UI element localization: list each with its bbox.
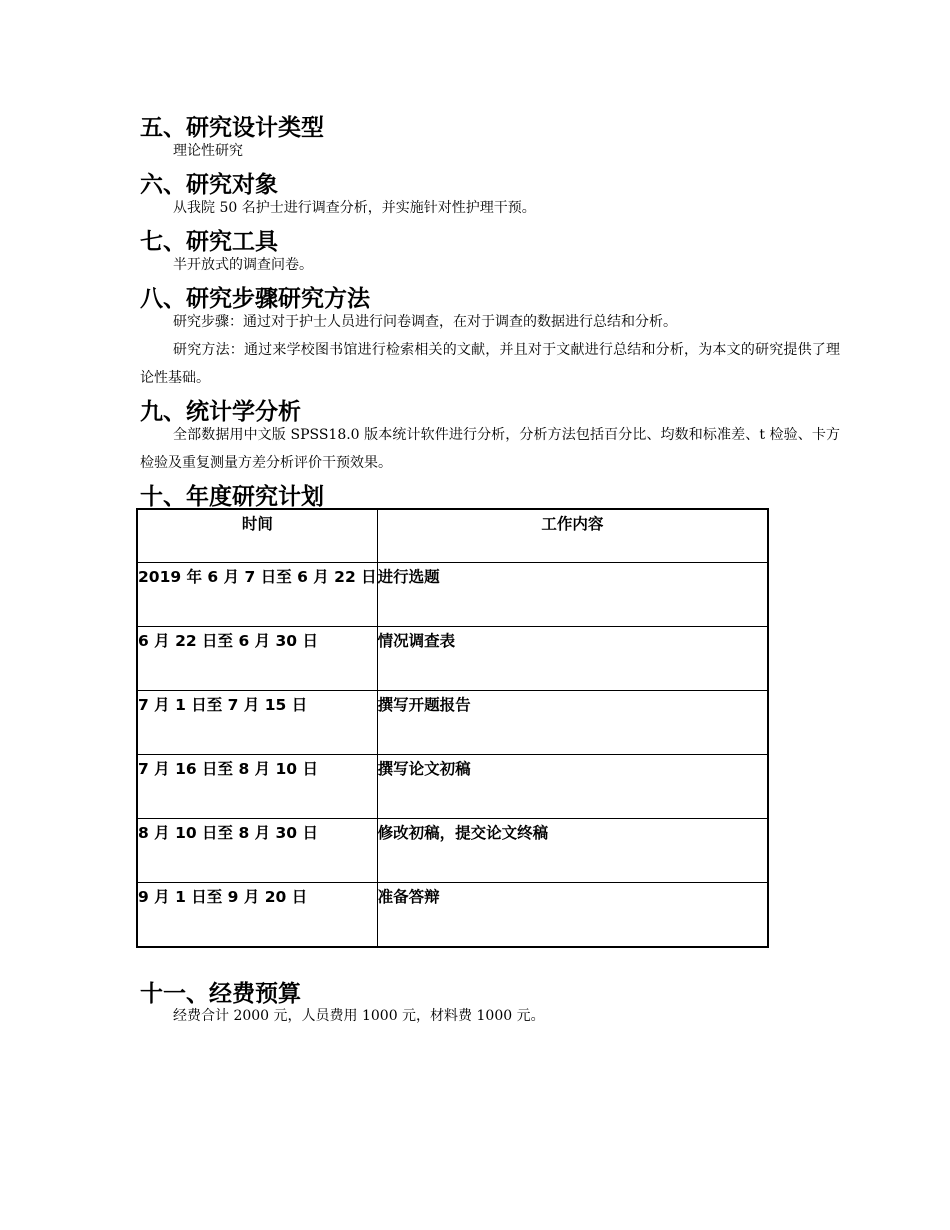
table-cell-work: 撰写论文初稿 bbox=[377, 755, 768, 819]
column-header-time: 时间 bbox=[137, 509, 377, 563]
section-body-research-methods: 研究方法：通过来学校图书馆进行检索相关的文献，并且对于文献进行总结和分析，为本文的研究提供了理论性基础。 bbox=[140, 342, 840, 386]
section-heading-research-subjects: 六、研究对象 bbox=[140, 171, 278, 198]
table-cell-work: 进行选题 bbox=[377, 563, 768, 627]
table-row bbox=[137, 819, 768, 883]
section-body-research-tools: 半开放式的调查问卷。 bbox=[173, 257, 313, 273]
table-cell-work: 情况调查表 bbox=[377, 627, 768, 691]
table-cell-work: 准备答辩 bbox=[377, 883, 768, 948]
table-row bbox=[137, 755, 768, 819]
section-heading-statistical-analysis: 九、统计学分析 bbox=[140, 398, 301, 425]
table-cell-time: 9 月 1 日至 9 月 20 日 bbox=[137, 883, 377, 948]
section-body-design-type: 理论性研究 bbox=[173, 143, 243, 159]
annual-plan-table bbox=[136, 508, 769, 948]
table-row bbox=[137, 883, 768, 948]
table-cell-time: 6 月 22 日至 6 月 30 日 bbox=[137, 627, 377, 691]
section-body-research-subjects: 从我院 50 名护士进行调查分析，并实施针对性护理干预。 bbox=[173, 200, 536, 216]
table-header-row bbox=[137, 509, 768, 563]
column-header-work-content: 工作内容 bbox=[377, 509, 768, 563]
section-heading-budget: 十一、经费预算 bbox=[140, 980, 301, 1007]
table-cell-time: 7 月 1 日至 7 月 15 日 bbox=[137, 691, 377, 755]
table-cell-time: 2019 年 6 月 7 日至 6 月 22 日 bbox=[137, 563, 377, 627]
section-body-budget: 经费合计 2000 元，人员费用 1000 元，材料费 1000 元。 bbox=[173, 1008, 545, 1024]
section-heading-research-tools: 七、研究工具 bbox=[140, 228, 278, 255]
section-heading-design-type: 五、研究设计类型 bbox=[140, 114, 324, 141]
section-heading-research-steps-methods: 八、研究步骤研究方法 bbox=[140, 285, 370, 312]
table-cell-work: 修改初稿，提交论文终稿 bbox=[377, 819, 768, 883]
table-cell-work: 撰写开题报告 bbox=[377, 691, 768, 755]
table-cell-time: 7 月 16 日至 8 月 10 日 bbox=[137, 755, 377, 819]
table-row bbox=[137, 691, 768, 755]
section-body-statistical-analysis: 全部数据用中文版 SPSS18.0 版本统计软件进行分析，分析方法包括百分比、均数和标准差、t 检验、卡方检验及重复测量方差分析评价干预效果。 bbox=[140, 427, 840, 471]
section-body-research-steps: 研究步骤：通过对于护士人员进行问卷调查，在对于调查的数据进行总结和分析。 bbox=[173, 314, 677, 330]
table-cell-time: 8 月 10 日至 8 月 30 日 bbox=[137, 819, 377, 883]
table-row bbox=[137, 627, 768, 691]
table-row bbox=[137, 563, 768, 627]
section-heading-annual-plan: 十、年度研究计划 bbox=[140, 483, 324, 510]
